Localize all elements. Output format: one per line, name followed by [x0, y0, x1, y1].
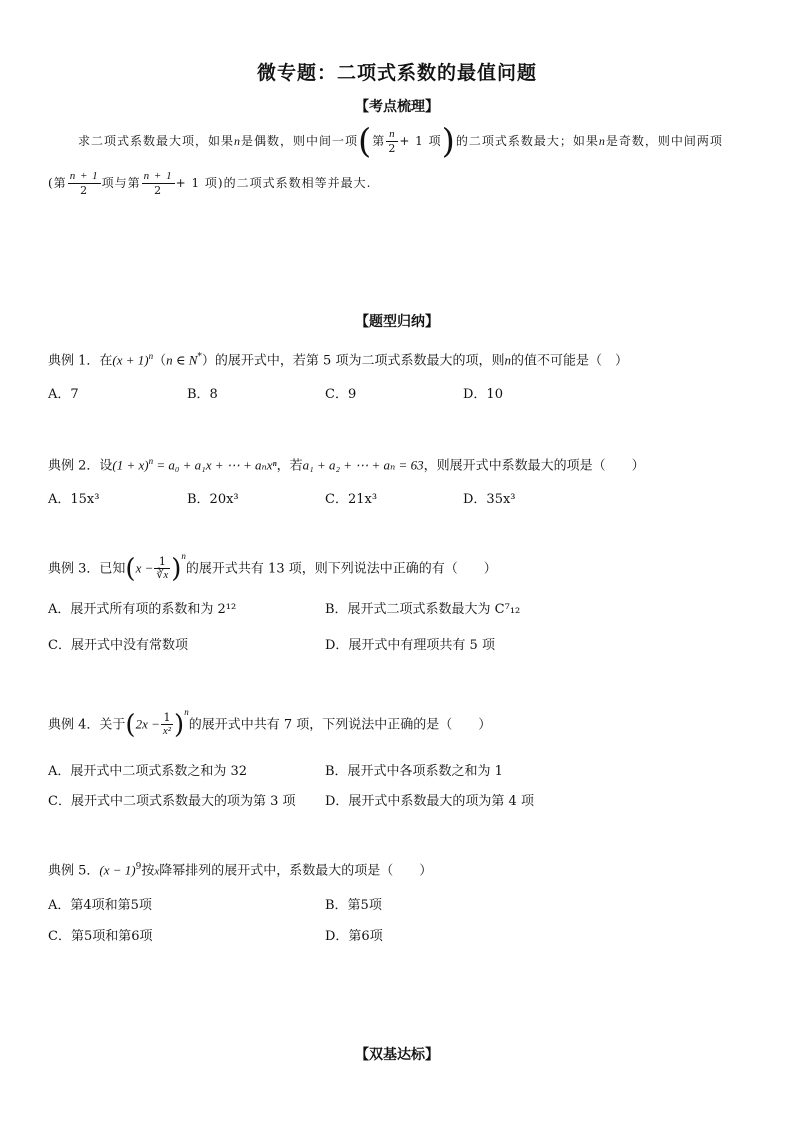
section-heading-tixing: 【题型归纳】 [355, 314, 439, 330]
question-text: 按 [141, 863, 155, 879]
question-5-option-d[interactable]: D．第6项 [325, 929, 383, 944]
fraction-numerator: n + 1 [143, 170, 173, 182]
fraction-denominator: 2 [388, 142, 397, 155]
question-1-option-c[interactable]: C．9 [325, 387, 357, 402]
right-paren: ) [441, 121, 456, 162]
intro-text: 求二项式系数最大项，如果 [78, 134, 235, 148]
math-expression: x − [135, 560, 154, 576]
intro-text: (第 [48, 176, 67, 190]
question-text: ）的展开式中，若第 5 项为二项式系数最大的项，则 [201, 353, 505, 369]
question-2-option-c[interactable]: C．21x³ [325, 492, 378, 507]
question-4-option-d[interactable]: D．展开式中系数最大的项为第 4 项 [325, 794, 534, 809]
math-expression: = a₀ + a₁x + ⋯ + aₙxⁿ [153, 457, 277, 473]
question-2-option-b[interactable]: B．20x³ [187, 492, 239, 507]
question-text: 典例 3．已知 [48, 561, 126, 577]
right-paren: ) [174, 709, 185, 740]
fraction-denominator: x² [162, 725, 172, 738]
question-text: 的展开式中共有 7 项，下列说法中正确的是（ ） [188, 717, 492, 733]
question-text: ，若 [276, 458, 303, 474]
question-4-option-c[interactable]: C．展开式中二项式系数最大的项为第 3 项 [48, 794, 296, 809]
question-text: 的值不可能是（ ） [510, 353, 628, 369]
left-paren: ( [125, 553, 136, 584]
var-n: n [504, 352, 511, 368]
left-paren: ( [125, 709, 136, 740]
question-text: 典例 5． [48, 863, 100, 879]
intro-line-2 [48, 166, 371, 200]
section-heading-shuangji: 【双基达标】 [355, 1047, 439, 1063]
section-heading-kaodian: 【考点梳理】 [355, 99, 439, 115]
question-4-option-b[interactable]: B．展开式中各项系数之和为 1 [325, 764, 503, 779]
fraction-n-over-2 [386, 128, 398, 155]
fraction-numerator: 1 [161, 711, 173, 725]
fraction-denominator: 2 [80, 184, 89, 197]
math-expression: a₁ + a₂ + ⋯ + aₙ = 63 [302, 457, 424, 473]
question-3-option-b[interactable]: B．展开式二项式系数最大为 C⁷₁₂ [325, 602, 521, 617]
exponent: n [184, 707, 189, 717]
question-text: 典例 1．在 [48, 353, 113, 369]
fraction-n-plus-1-over-2 [142, 170, 175, 197]
math-expression: (x − 1) [99, 862, 136, 878]
question-3-option-d[interactable]: D．展开式中有理项共有 5 项 [325, 638, 495, 653]
right-paren: ) [171, 553, 182, 584]
fraction-numerator: n + 1 [69, 170, 99, 182]
fraction-1-over-cbrt-x [154, 555, 170, 582]
question-2-stem [48, 450, 645, 477]
question-text: ，则展开式中系数最大的项是（ ） [423, 458, 645, 474]
math-expression: 2x − [135, 716, 160, 732]
fraction-numerator: 1 [154, 555, 170, 569]
fraction-denominator: 2 [154, 184, 163, 197]
question-5-option-a[interactable]: A．第4项和第5项 [48, 898, 152, 913]
math-expression: (1 + x) [112, 457, 149, 473]
page-title: 微专题：二项式系数的最值问题 [256, 62, 537, 84]
question-1-option-d[interactable]: D．10 [463, 387, 503, 402]
fraction-1-over-x-squared [161, 711, 173, 738]
question-5-option-b[interactable]: B．第5项 [325, 898, 382, 913]
question-text: 降幂排列的展开式中，系数最大的项是（ ） [159, 863, 433, 879]
exponent: n [148, 351, 154, 361]
question-4-stem [48, 704, 491, 741]
question-3-option-c[interactable]: C．展开式中没有常数项 [48, 638, 188, 653]
question-4-option-a[interactable]: A．展开式中二项式系数之和为 32 [48, 764, 248, 779]
left-paren: ( [358, 121, 373, 162]
exponent: n [181, 551, 186, 561]
exponent: n [148, 456, 154, 466]
question-2-option-d[interactable]: D．35x³ [463, 492, 516, 507]
var-n: n [234, 134, 242, 148]
math-expression: n ∈ N [166, 352, 198, 368]
question-1-option-b[interactable]: B．8 [187, 387, 218, 402]
intro-text: 项与第 [101, 176, 141, 190]
question-1-option-a[interactable]: A．7 [48, 387, 79, 402]
fraction-numerator: n [386, 128, 398, 142]
intro-text: 第 [372, 134, 386, 148]
question-text: 典例 2．设 [48, 458, 113, 474]
question-text: 典例 4．关于 [48, 717, 126, 733]
superscript: * [197, 352, 202, 362]
question-2-option-a[interactable]: A．15x³ [48, 492, 100, 507]
fraction-n-plus-1-over-2 [68, 170, 101, 197]
intro-line-1 [78, 121, 723, 162]
exponent: 9 [135, 862, 142, 872]
var-n: n [598, 134, 606, 148]
question-5-option-c[interactable]: C．第5项和第6项 [48, 929, 153, 944]
question-5-stem [48, 856, 432, 882]
var-x: x [154, 865, 160, 878]
intro-text: + 1 项)的二项式系数相等并最大. [175, 176, 372, 190]
question-3-option-a[interactable]: A．展开式所有项的系数和为 2¹² [48, 602, 237, 617]
intro-text: 是奇数，则中间两项 [605, 134, 723, 148]
fraction-denominator: ∛x [156, 569, 169, 582]
math-expression: (x + 1) [112, 352, 149, 368]
question-text: （ [153, 353, 167, 369]
question-3-stem [48, 548, 497, 585]
question-1-stem [48, 345, 628, 372]
intro-text: 是偶数，则中间一项 [241, 134, 359, 148]
intro-text: 的二项式系数最大；如果 [455, 134, 599, 148]
intro-text: + 1 项 [399, 134, 442, 148]
question-text: 的展开式共有 13 项，则下列说法中正确的有（ ） [185, 561, 497, 577]
